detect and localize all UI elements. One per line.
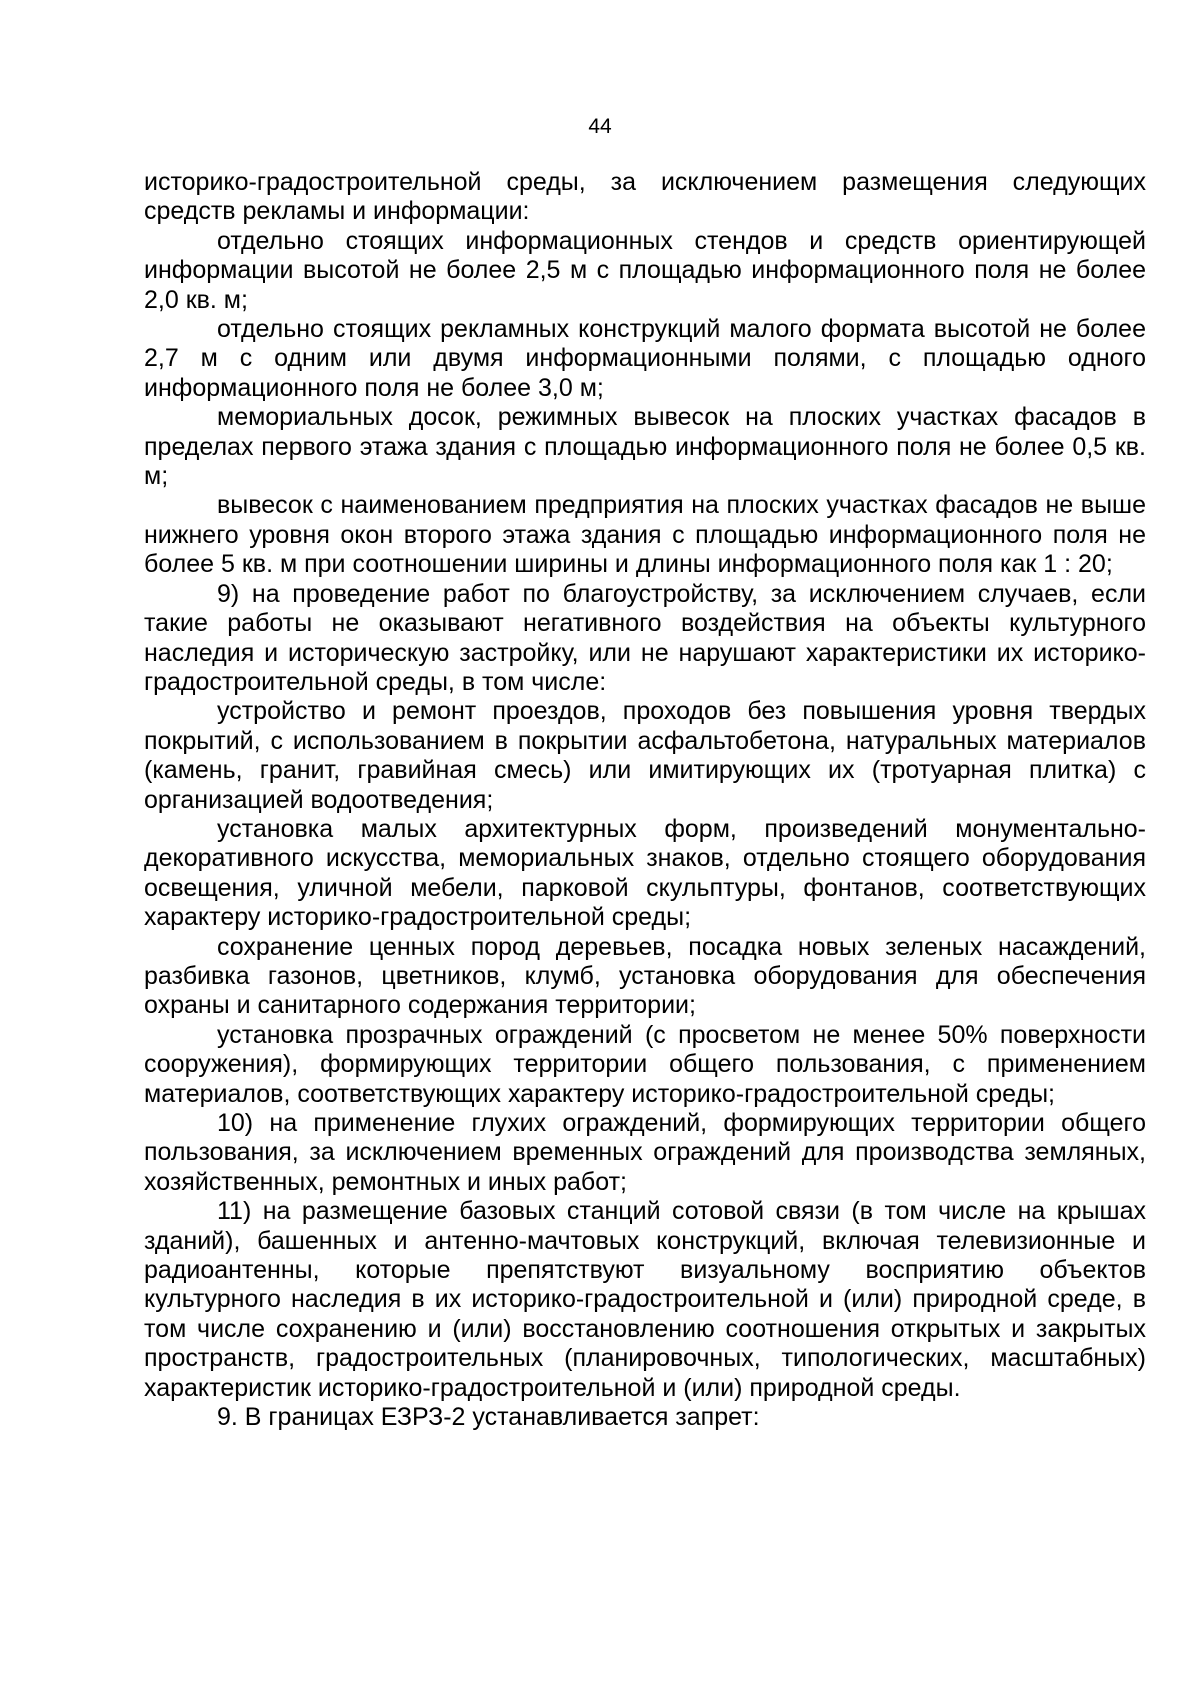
paragraph: мемориальных досок, режимных вывесок на плоских участках фасадов в пределах первого этажа здания с площадью информационного поля не более 0,5 кв. м; [144,403,1146,491]
paragraph: 9. В границах ЕЗРЗ-2 устанавливается запрет: [217,1403,760,1432]
paragraph: установка прозрачных ограждений (с просветом не менее 50% поверхности сооружения), формирующих территории общего пользования, с применением материалов, соответствующих характеру историко-градостроительной среды; [144,1020,1146,1108]
paragraph: отдельно стоящих информационных стендов и средств ориентирующей информации высотой не более 2,5 м с площадью информационного поля не более 2,0 кв. м; [144,226,1146,314]
paragraph: вывесок с наименованием предприятия на плоских участках фасадов не выше нижнего уровня окон второго этажа здания с площадью информационного поля не более 5 кв. м при соотношении ширины и длины информационного поля как 1 : 20; [144,491,1146,579]
paragraph: установка малых архитектурных форм, произведений монументально-декоративного искусства, мемориальных знаков, отдельно стоящего оборудования освещения, уличной мебели, парковой скульптуры, фонтанов, соответствующих характеру историко-градостроительной среды; [144,814,1146,932]
paragraph: отдельно стоящих рекламных конструкций малого формата высотой не более 2,7 м с одним или двумя информационными полями, с площадью одного информационного поля не более 3,0 м; [144,315,1146,402]
paragraph: сохранение ценных пород деревьев, посадка новых зеленых насаждений, разбивка газонов, цветников, клумб, установка оборудования для обеспечения охраны и санитарного содержания территории; [144,932,1146,1020]
page-number: 44 [588,115,612,138]
document-body [144,168,1146,1432]
paragraph: устройство и ремонт проездов, проходов без повышения уровня твердых покрытий, с использованием в покрытии асфальтобетона, натуральных материалов (камень, гранит, гравийная смесь) или имитирующих их (тротуарная плитка) с организацией водоотведения; [144,697,1146,814]
paragraph: 10) на применение глухих ограждений, формирующих территории общего пользования, за исключением временных ограждений для производства земляных, хозяйственных, ремонтных и иных работ; [144,1109,1146,1196]
paragraph: 11) на размещение базовых станций сотовой связи (в том числе на крышах зданий), башенных и антенно-мачтовых конструкций, включая телевизионные и радиоантенны, которые препятствуют визуальному восприятию объектов культурного наследия в их историко-градостроительной и (или) природной среде, в том числе сохранению и (или) восстановлению соотношения открытых и закрытых пространств, градостроительных (планировочных, типологических, масштабных) характеристик историко-градостроительной и (или) природной среды. [144,1197,1146,1402]
paragraph-continuation: историко-градостроительной среды, за исключением размещения следующих средств рекламы и информации: [144,168,1146,226]
paragraph: 9) на проведение работ по благоустройству, за исключением случаев, если такие работы не оказывают негативного воздействия на объекты культурного наследия и историческую застройку, или не нарушают характеристики их историко-градостроительной среды, в том числе: [144,579,1146,696]
